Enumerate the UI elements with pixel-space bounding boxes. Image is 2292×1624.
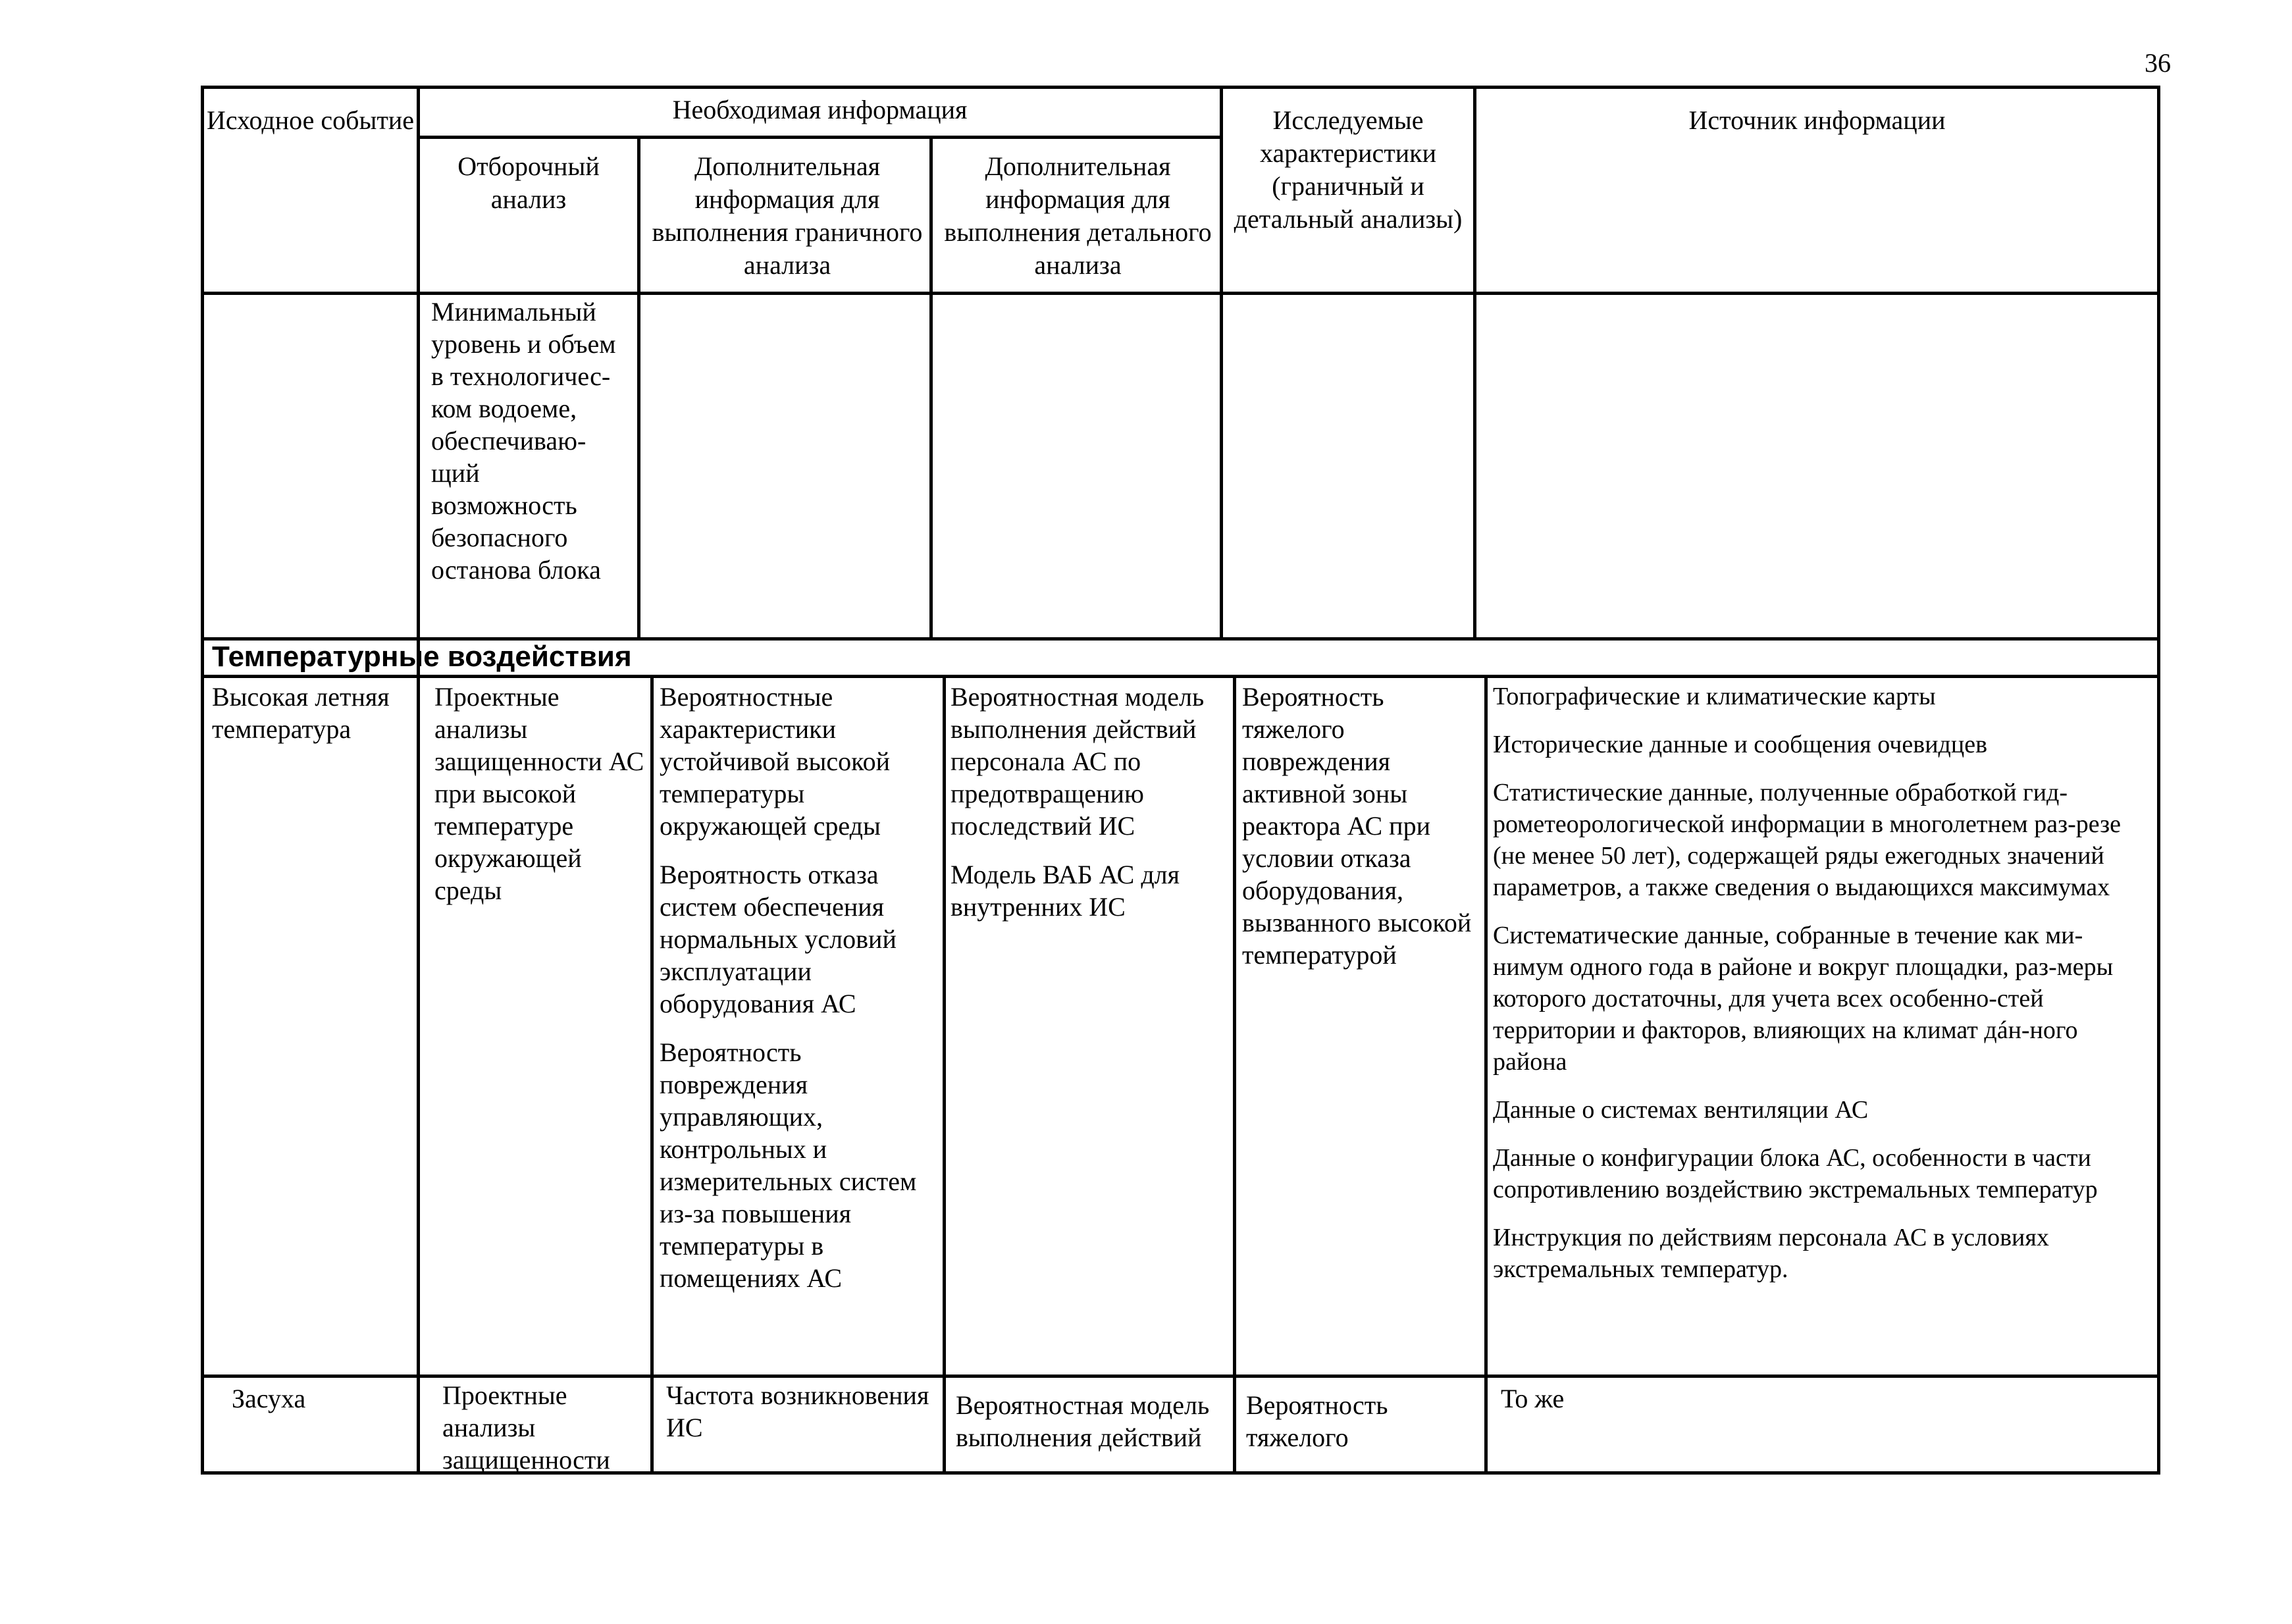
section-title: Температурные воздействия: [212, 641, 632, 673]
row1-source-item: Данные о системах вентиляции АС: [1493, 1096, 1869, 1124]
row1-event: Высокая летняя температура: [212, 682, 390, 744]
row1-boundary-item: Вероятностные характеристики устойчивой высокой температуры окружающей среды: [660, 682, 890, 841]
row2-event: Засуха: [232, 1384, 306, 1413]
row1-screening: Проектные анализы защищенности АС при высокой температуре окружающей среды: [434, 682, 644, 905]
header-screening: Отборочный анализ: [457, 151, 600, 214]
row1-detailed: [951, 681, 1227, 923]
row1-source-item: Данные о конфигурации блока АС, особенности в части сопротивлению воздействию экстремальных температур: [1493, 1144, 2098, 1203]
row1-boundary: [660, 681, 936, 1294]
row1-source-item: Систематические данные, собранные в течение как ми-нимум одного года в районе и вокруг площадки, раз-меры которого достаточны, для учета всех особенно-стей территории и факторов, влияющих на климат дáн-ного района: [1493, 922, 2114, 1076]
row2-boundary: Частота возникновения ИС: [666, 1380, 929, 1442]
continuation-screening: Минимальный уровень и объем в технологичес-ком водоеме, обеспечиваю-щий возможность безопасного останова блока: [431, 297, 616, 585]
row1-source-item: Топографические и климатические карты: [1493, 683, 1936, 710]
row2-source: То же: [1501, 1384, 1565, 1413]
header-event: Исходное событие: [206, 105, 415, 135]
header-source: Источник информации: [1688, 105, 1946, 135]
header-detailed-add: Дополнительная информация для выполнения детального анализа: [944, 151, 1212, 280]
row1-source-item: Исторические данные и сообщения очевидцев: [1493, 731, 1988, 758]
row1-boundary-item: Вероятность отказа систем обеспечения нормальных условий эксплуатации оборудования АС: [660, 860, 897, 1018]
row1-source: [1493, 681, 2151, 1285]
row1-source-item: Инструкция по действиям персонала АС в условиях экстремальных температур.: [1493, 1224, 2049, 1283]
header-studied: Исследуемые характеристики (граничный и детальный анализы): [1234, 105, 1463, 234]
page-number: 36: [2145, 48, 2171, 78]
row2-detailed: Вероятностная модель выполнения действий: [956, 1390, 1210, 1452]
row1-detailed-item: Вероятностная модель выполнения действий персонала АС по предотвращению последствий ИС: [951, 682, 1205, 841]
row1-studied: Вероятность тяжелого повреждения активной зоны реактора АС при условии отказа оборудования, вызванного высокой температурой: [1242, 682, 1472, 970]
row1-source-item: Статистические данные, полученные обработкой гид-рометеорологической информации в многолетнем раз-резе (не менее 50 лет), содержащей ряды ежегодных значений параметров, а также сведения о выдающихся максимумах: [1493, 779, 2121, 901]
row2-screening: Проектные анализы защищенности: [442, 1380, 610, 1475]
header-boundary-add: Дополнительная информация для выполнения граничного анализа: [652, 151, 923, 280]
header-required-info: Необходимая информация: [672, 95, 968, 124]
row1-detailed-item: Модель ВАБ АС для внутренних ИС: [951, 860, 1180, 922]
row1-boundary-item: Вероятность повреждения управляющих, контрольных и измерительных систем из-за повышения температуры в помещениях АС: [660, 1037, 917, 1293]
row2-studied: Вероятность тяжелого: [1246, 1390, 1388, 1452]
